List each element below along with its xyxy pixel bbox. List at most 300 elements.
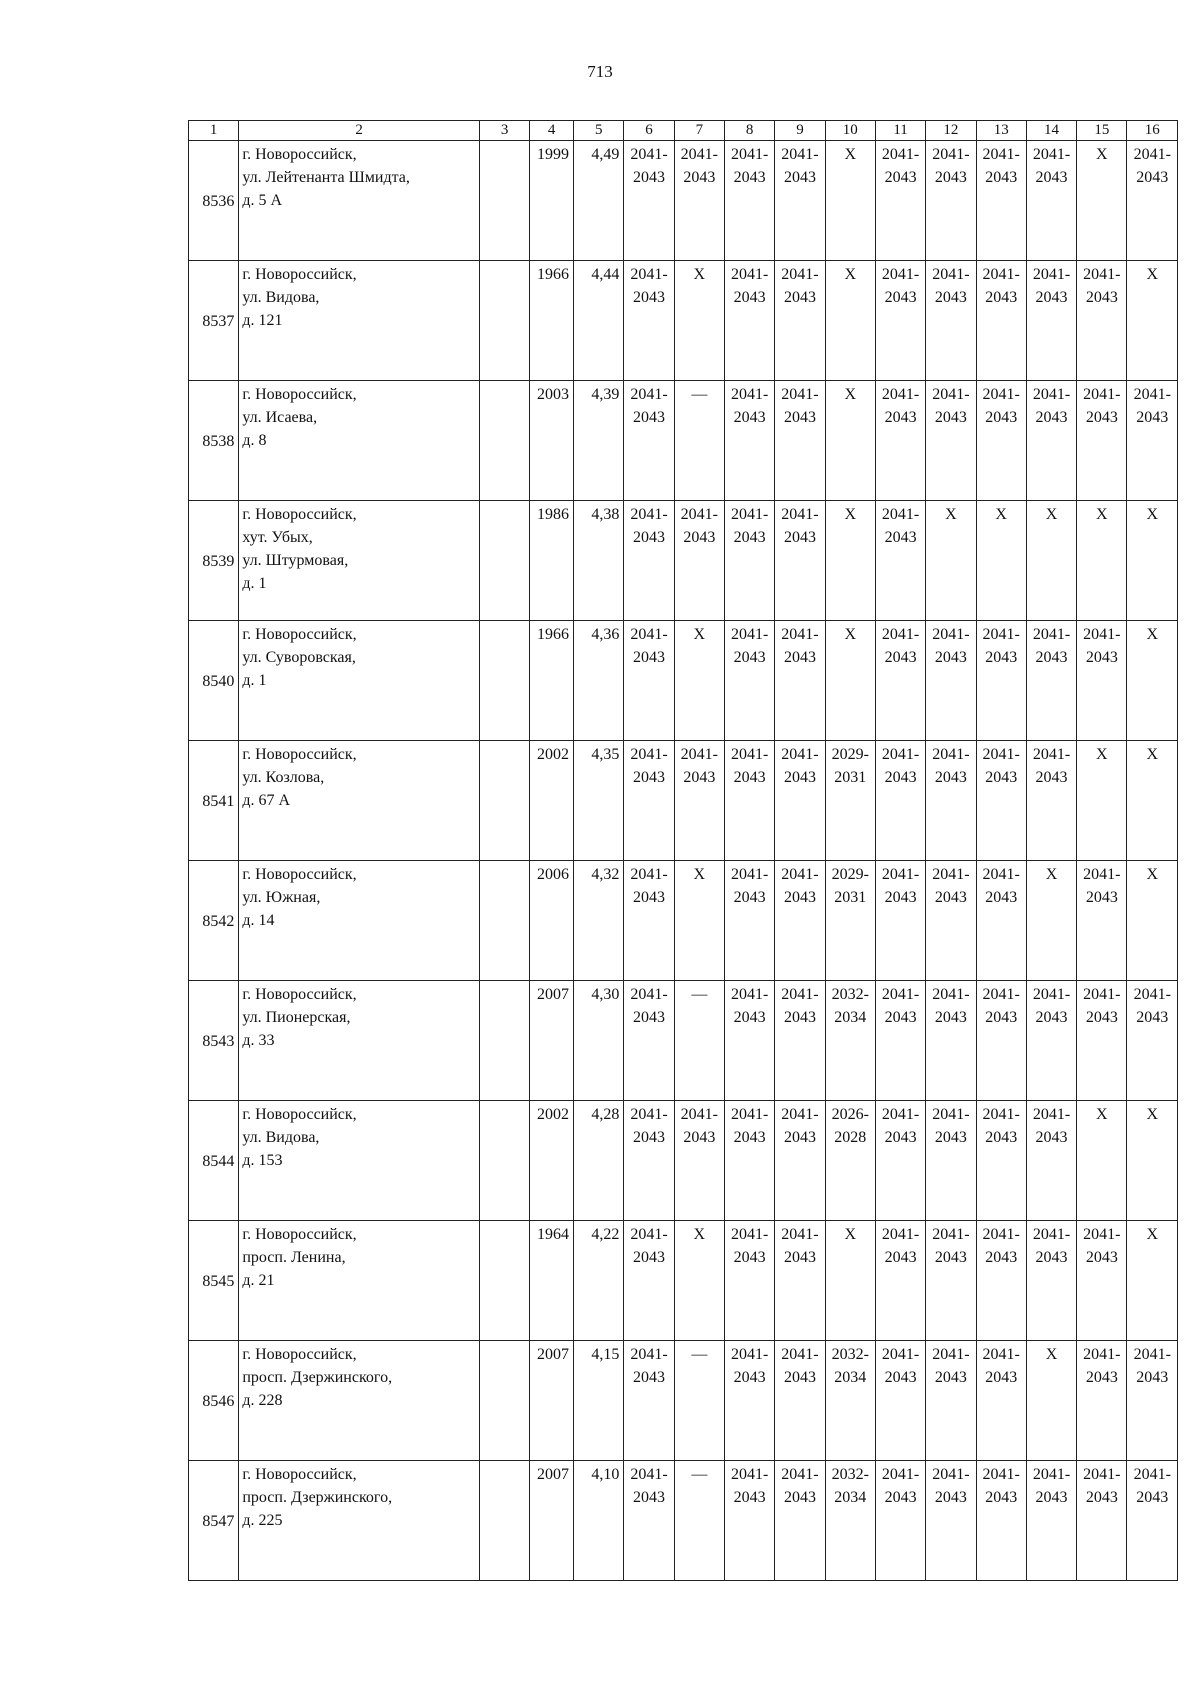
period-cell	[775, 501, 825, 621]
period-cell	[976, 741, 1026, 861]
column-number-cell: 15	[1077, 121, 1127, 141]
period-text: 2041- 2043	[982, 746, 1020, 786]
period-text: 2041- 2043	[881, 866, 920, 906]
period-cell	[926, 1101, 976, 1221]
period-text: 2041- 2043	[1133, 146, 1171, 186]
period-cell	[724, 981, 774, 1101]
period-text: Х	[693, 866, 706, 883]
period-text: 2041- 2043	[680, 1106, 718, 1146]
period-cell	[1127, 1341, 1178, 1461]
period-text: 2041- 2043	[881, 146, 920, 186]
period-text: 2041- 2043	[932, 866, 970, 906]
period-cell	[1026, 1101, 1076, 1221]
address-line: д. 153	[242, 1152, 283, 1169]
period-cell	[875, 501, 925, 621]
period-text: 2041- 2043	[1032, 746, 1071, 786]
empty-cell	[479, 501, 529, 621]
period-text: 2041- 2043	[730, 866, 769, 906]
period-cell	[624, 861, 674, 981]
column-number-row	[189, 121, 1178, 141]
value-cell: 4,39	[574, 381, 624, 501]
period-text: 2041- 2043	[730, 1466, 769, 1506]
row-number-cell: 8545	[189, 1221, 239, 1341]
period-text: 2041- 2043	[730, 1106, 769, 1146]
period-text: 2041- 2043	[982, 1466, 1020, 1506]
address-line: д. 5 А	[242, 192, 283, 209]
period-cell	[1026, 1341, 1076, 1461]
period-text: 2041- 2043	[630, 1226, 668, 1266]
period-text: 2041- 2043	[982, 626, 1020, 666]
period-text: 2041- 2043	[680, 506, 718, 546]
period-text: 2041- 2043	[881, 1106, 920, 1146]
page-number: 713	[587, 62, 613, 81]
period-cell	[1077, 1341, 1127, 1461]
period-cell	[724, 141, 774, 261]
period-cell	[624, 501, 674, 621]
column-number-cell: 16	[1127, 121, 1178, 141]
address-line: просп. Дзержинского,	[242, 1369, 393, 1386]
column-number-cell: 13	[976, 121, 1026, 141]
period-text: 2041- 2043	[781, 626, 819, 666]
period-text: 2041- 2043	[932, 1466, 970, 1506]
period-text: —	[691, 1466, 708, 1483]
period-text: Х	[1146, 866, 1159, 883]
period-text: Х	[844, 386, 857, 403]
period-text: 2041- 2043	[881, 626, 920, 666]
table-row	[189, 501, 1178, 621]
table-row	[189, 1461, 1178, 1581]
period-text: 2041- 2043	[730, 506, 769, 546]
period-cell	[926, 981, 976, 1101]
address-line: г. Новороссийск,	[242, 146, 357, 163]
table-row	[189, 261, 1178, 381]
period-cell	[976, 861, 1026, 981]
period-text: 2041- 2043	[1032, 266, 1071, 306]
period-cell	[624, 1101, 674, 1221]
period-text: 2041- 2043	[881, 386, 920, 426]
period-text: 2041- 2043	[781, 146, 819, 186]
period-text: 2041- 2043	[982, 986, 1020, 1026]
address-cell	[239, 141, 480, 261]
period-cell	[724, 1461, 774, 1581]
address-line: г. Новороссийск,	[242, 986, 357, 1003]
row-number-cell: 8540	[189, 621, 239, 741]
row-number-cell: 8547	[189, 1461, 239, 1581]
period-cell	[825, 621, 875, 741]
period-cell	[1077, 261, 1127, 381]
period-text: 2029- 2031	[831, 866, 869, 906]
period-cell	[724, 1101, 774, 1221]
period-cell	[624, 741, 674, 861]
period-text: Х	[844, 506, 857, 523]
period-text: 2041- 2043	[1083, 1226, 1121, 1266]
period-text: 2041- 2043	[680, 746, 718, 786]
address-line: г. Новороссийск,	[242, 386, 357, 403]
period-cell	[1026, 381, 1076, 501]
table-row	[189, 1341, 1178, 1461]
period-text: 2041- 2043	[1083, 1346, 1121, 1386]
row-number-cell: 8541	[189, 741, 239, 861]
period-cell	[976, 141, 1026, 261]
period-cell	[875, 141, 925, 261]
empty-cell	[479, 141, 529, 261]
period-text: —	[691, 986, 708, 1003]
address-line: д. 1	[242, 575, 267, 592]
value-cell: 4,28	[574, 1101, 624, 1221]
period-cell	[1026, 1221, 1076, 1341]
empty-cell	[479, 381, 529, 501]
period-text: 2041- 2043	[881, 266, 920, 306]
period-text: 2041- 2043	[1032, 1226, 1071, 1266]
period-text: Х	[693, 626, 706, 643]
address-line: г. Новороссийск,	[242, 506, 357, 523]
period-text: 2041- 2043	[630, 266, 668, 306]
address-line: просп. Дзержинского,	[242, 1489, 393, 1506]
period-cell	[1127, 741, 1178, 861]
period-text: 2041- 2043	[630, 986, 668, 1026]
row-number-cell: 8538	[189, 381, 239, 501]
address-line: г. Новороссийск,	[242, 1106, 357, 1123]
period-cell	[1026, 501, 1076, 621]
address-line: ул. Козлова,	[242, 769, 325, 786]
address-line: ул. Видова,	[242, 289, 320, 306]
period-text: 2041- 2043	[730, 266, 769, 306]
period-text: Х	[1096, 1106, 1108, 1123]
period-cell	[875, 981, 925, 1101]
value-cell: 4,32	[574, 861, 624, 981]
address-line: д. 8	[242, 432, 267, 449]
address-cell	[239, 381, 480, 501]
period-cell	[1127, 1101, 1178, 1221]
period-cell	[674, 621, 724, 741]
period-cell	[1127, 261, 1178, 381]
period-text: 2041- 2043	[982, 1346, 1020, 1386]
period-text: Х	[844, 1226, 857, 1243]
period-cell	[976, 1221, 1026, 1341]
period-text: Х	[945, 506, 957, 523]
address-line: д. 33	[242, 1032, 275, 1049]
empty-cell	[479, 861, 529, 981]
period-text: 2041- 2043	[1133, 1466, 1171, 1506]
period-cell	[825, 501, 875, 621]
row-number-cell: 8544	[189, 1101, 239, 1221]
period-cell	[1026, 621, 1076, 741]
period-cell	[1127, 1461, 1178, 1581]
period-cell	[875, 1461, 925, 1581]
period-text: 2041- 2043	[1083, 986, 1121, 1026]
period-cell	[674, 861, 724, 981]
row-number-cell: 8546	[189, 1341, 239, 1461]
period-cell	[875, 1341, 925, 1461]
period-cell	[674, 741, 724, 861]
address-line: г. Новороссийск,	[242, 746, 357, 763]
row-number-cell: 8539	[189, 501, 239, 621]
period-cell	[775, 141, 825, 261]
value-cell: 4,15	[574, 1341, 624, 1461]
period-text: 2041- 2043	[982, 866, 1020, 906]
period-text: 2041- 2043	[630, 506, 668, 546]
period-text: 2041- 2043	[781, 746, 819, 786]
period-text: 2041- 2043	[932, 1346, 970, 1386]
period-text: Х	[844, 266, 857, 283]
value-cell: 4,36	[574, 621, 624, 741]
table-row	[189, 621, 1178, 741]
period-text: 2041- 2043	[1133, 1346, 1171, 1386]
period-cell	[825, 861, 875, 981]
period-cell	[724, 261, 774, 381]
period-text: 2041- 2043	[1032, 986, 1071, 1026]
period-text: Х	[1096, 746, 1108, 763]
address-line: ул. Южная,	[242, 889, 321, 906]
period-cell	[724, 861, 774, 981]
period-text: 2041- 2043	[932, 626, 970, 666]
period-cell	[976, 1461, 1026, 1581]
period-cell	[775, 261, 825, 381]
row-number-cell: 8536	[189, 141, 239, 261]
year-cell: 2007	[530, 1341, 574, 1461]
period-cell	[1127, 981, 1178, 1101]
period-cell	[875, 1101, 925, 1221]
period-cell	[1127, 501, 1178, 621]
period-cell	[926, 1461, 976, 1581]
period-cell	[674, 261, 724, 381]
period-cell	[976, 501, 1026, 621]
year-cell: 2006	[530, 861, 574, 981]
period-cell	[674, 1221, 724, 1341]
period-cell	[674, 1341, 724, 1461]
column-number-cell: 12	[926, 121, 976, 141]
period-cell	[976, 261, 1026, 381]
table-row	[189, 1101, 1178, 1221]
period-cell	[674, 981, 724, 1101]
period-cell	[926, 381, 976, 501]
period-text: Х	[1146, 1106, 1159, 1123]
period-text: Х	[1045, 1346, 1058, 1363]
period-text: Х	[1146, 746, 1159, 763]
period-text: 2041- 2043	[730, 146, 769, 186]
year-cell: 1966	[530, 621, 574, 741]
period-cell	[825, 981, 875, 1101]
period-cell	[825, 1461, 875, 1581]
address-line: д. 121	[242, 312, 283, 329]
period-cell	[724, 381, 774, 501]
year-cell: 2007	[530, 1461, 574, 1581]
period-cell	[1127, 1221, 1178, 1341]
period-text: 2041- 2043	[932, 1106, 970, 1146]
column-number-cell: 10	[825, 121, 875, 141]
period-text: 2041- 2043	[1032, 1106, 1071, 1146]
period-cell	[926, 1341, 976, 1461]
value-cell: 4,38	[574, 501, 624, 621]
period-cell	[976, 1341, 1026, 1461]
column-number-cell: 2	[239, 121, 480, 141]
address-cell	[239, 501, 480, 621]
address-line: д. 67 А	[242, 792, 291, 809]
period-text: 2041- 2043	[630, 626, 668, 666]
column-number-cell: 1	[189, 121, 239, 141]
period-text: 2041- 2043	[730, 1346, 769, 1386]
empty-cell	[479, 261, 529, 381]
period-cell	[875, 861, 925, 981]
period-text: 2041- 2043	[781, 1226, 819, 1266]
period-text: 2041- 2043	[630, 746, 668, 786]
period-text: Х	[1096, 146, 1108, 163]
period-text: —	[691, 386, 708, 403]
period-text: 2026- 2028	[831, 1106, 869, 1146]
period-text: 2041- 2043	[630, 1466, 668, 1506]
year-cell: 1964	[530, 1221, 574, 1341]
period-text: 2041- 2043	[1083, 866, 1121, 906]
period-cell	[926, 261, 976, 381]
period-cell	[1026, 261, 1076, 381]
period-text: 2041- 2043	[630, 1346, 668, 1386]
address-line: г. Новороссийск,	[242, 626, 357, 643]
period-text: Х	[1146, 1226, 1159, 1243]
period-cell	[775, 1221, 825, 1341]
period-text: Х	[844, 626, 857, 643]
period-text: Х	[1045, 506, 1058, 523]
period-text: 2032- 2034	[831, 1466, 869, 1506]
period-text: 2041- 2043	[781, 1106, 819, 1146]
period-text: Х	[1146, 266, 1159, 283]
period-cell	[775, 381, 825, 501]
period-cell	[875, 381, 925, 501]
value-cell: 4,35	[574, 741, 624, 861]
period-cell	[926, 501, 976, 621]
address-line: д. 14	[242, 912, 275, 929]
period-text: 2041- 2043	[730, 626, 769, 666]
period-cell	[976, 621, 1026, 741]
table-row	[189, 381, 1178, 501]
period-text: 2041- 2043	[881, 1226, 920, 1266]
value-cell: 4,49	[574, 141, 624, 261]
period-text: 2041- 2043	[881, 986, 920, 1026]
period-text: 2041- 2043	[982, 1226, 1020, 1266]
period-text: Х	[693, 266, 706, 283]
schedule-table	[188, 120, 1178, 1581]
period-text: 2041- 2043	[1083, 1466, 1121, 1506]
column-number-cell: 4	[530, 121, 574, 141]
period-text: 2041- 2043	[781, 986, 819, 1026]
address-line: ул. Штурмовая,	[242, 552, 349, 569]
table-row	[189, 741, 1178, 861]
period-text: 2041- 2043	[982, 386, 1020, 426]
period-text: 2041- 2043	[680, 146, 718, 186]
period-text: 2041- 2043	[730, 986, 769, 1026]
empty-cell	[479, 1101, 529, 1221]
period-cell	[674, 1101, 724, 1221]
period-cell	[724, 1341, 774, 1461]
period-text: 2041- 2043	[982, 266, 1020, 306]
table-row	[189, 141, 1178, 261]
year-cell: 2003	[530, 381, 574, 501]
period-cell	[1127, 381, 1178, 501]
row-number-cell: 8542	[189, 861, 239, 981]
period-text: 2041- 2043	[1083, 266, 1121, 306]
period-text: 2041- 2043	[781, 866, 819, 906]
period-text: 2041- 2043	[932, 146, 970, 186]
period-text: 2041- 2043	[630, 866, 668, 906]
period-cell	[875, 741, 925, 861]
period-text: 2041- 2043	[730, 386, 769, 426]
period-cell	[1077, 861, 1127, 981]
period-text: 2041- 2043	[781, 266, 819, 306]
period-cell	[926, 861, 976, 981]
period-text: 2041- 2043	[781, 386, 819, 426]
column-number-cell: 11	[875, 121, 925, 141]
period-text: 2041- 2043	[1032, 386, 1071, 426]
period-text: 2041- 2043	[730, 1226, 769, 1266]
address-line: просп. Ленина,	[242, 1249, 346, 1266]
address-line: ул. Лейтенанта Шмидта,	[242, 169, 410, 186]
address-line: г. Новороссийск,	[242, 866, 357, 883]
period-text: 2041- 2043	[881, 506, 920, 546]
column-number-cell: 14	[1026, 121, 1076, 141]
period-cell	[1077, 1461, 1127, 1581]
period-cell	[775, 741, 825, 861]
period-cell	[624, 981, 674, 1101]
period-cell	[724, 501, 774, 621]
address-line: д. 228	[242, 1392, 283, 1409]
period-cell	[674, 381, 724, 501]
year-cell: 2002	[530, 1101, 574, 1221]
empty-cell	[479, 981, 529, 1101]
period-cell	[674, 501, 724, 621]
address-cell	[239, 1101, 480, 1221]
period-text: 2041- 2043	[781, 1346, 819, 1386]
period-cell	[1026, 1461, 1076, 1581]
empty-cell	[479, 1341, 529, 1461]
period-cell	[775, 981, 825, 1101]
address-cell	[239, 741, 480, 861]
period-cell	[1026, 981, 1076, 1101]
column-number-cell: 7	[674, 121, 724, 141]
period-cell	[724, 1221, 774, 1341]
address-line: д. 225	[242, 1512, 283, 1529]
period-cell	[674, 141, 724, 261]
period-text: 2041- 2043	[1083, 626, 1121, 666]
period-cell	[825, 381, 875, 501]
period-text: 2041- 2043	[932, 266, 970, 306]
column-number-cell: 9	[775, 121, 825, 141]
period-cell	[926, 141, 976, 261]
period-text: Х	[1146, 506, 1159, 523]
address-cell	[239, 1221, 480, 1341]
value-cell: 4,22	[574, 1221, 624, 1341]
period-cell	[825, 1101, 875, 1221]
period-cell	[674, 1461, 724, 1581]
period-cell	[624, 141, 674, 261]
address-line: хут. Убых,	[242, 529, 313, 546]
period-text: 2041- 2043	[932, 386, 970, 426]
period-text: 2041- 2043	[630, 146, 668, 186]
table-row	[189, 861, 1178, 981]
period-cell	[926, 621, 976, 741]
address-cell	[239, 1341, 480, 1461]
period-cell	[1026, 861, 1076, 981]
period-cell	[825, 741, 875, 861]
table-row	[189, 1221, 1178, 1341]
address-line: ул. Пионерская,	[242, 1009, 351, 1026]
period-text: Х	[1146, 626, 1159, 643]
empty-cell	[479, 1461, 529, 1581]
period-text: 2041- 2043	[982, 1106, 1020, 1146]
row-number-cell: 8537	[189, 261, 239, 381]
empty-cell	[479, 741, 529, 861]
period-cell	[1077, 741, 1127, 861]
column-number-cell: 3	[479, 121, 529, 141]
period-cell	[624, 1461, 674, 1581]
